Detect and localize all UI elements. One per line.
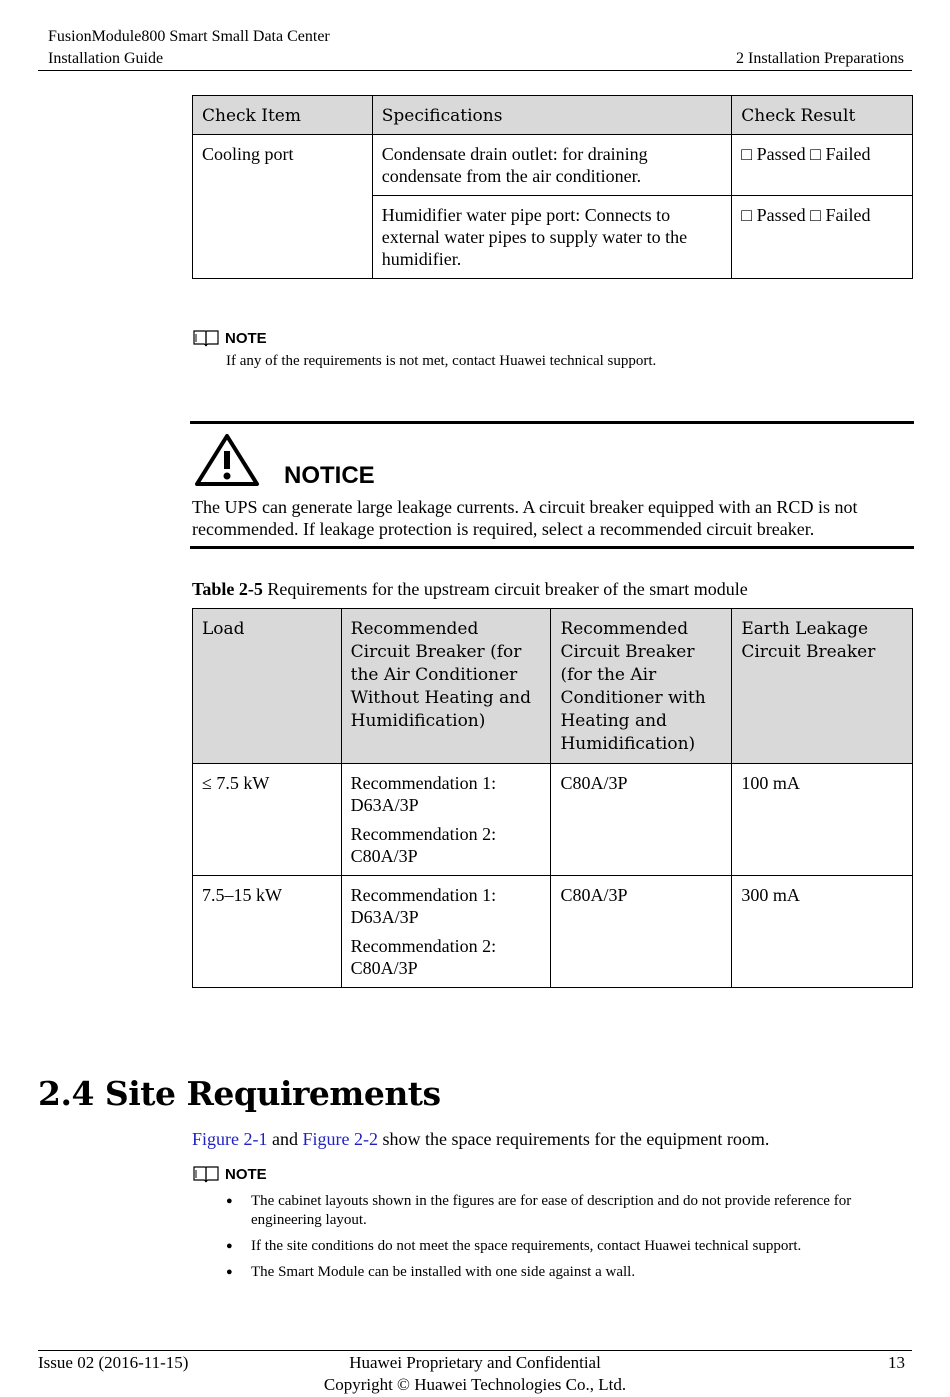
recommendation-2: Recommendation 2: C80A/3P: [350, 936, 497, 978]
and-text: and: [272, 1129, 298, 1149]
leakage-cell: 100 mA: [732, 764, 913, 876]
table-number: Table 2-5: [192, 579, 263, 599]
column-header: Check Result: [732, 96, 913, 135]
footer-rule: [38, 1350, 912, 1351]
note-heading: [193, 329, 267, 347]
recommendation-cell: [341, 876, 551, 988]
copyright: Copyright © Huawei Technologies Co., Ltd.: [323, 1375, 627, 1394]
result-cell: □ Passed □ Failed: [732, 135, 913, 196]
note-heading: [193, 1165, 267, 1183]
check-item-cell: Cooling port: [193, 135, 373, 279]
heating-breaker-cell: C80A/3P: [551, 876, 732, 988]
note-label: NOTE: [225, 1165, 267, 1183]
book-icon: [193, 329, 219, 347]
column-header: Earth Leakage Circuit Breaker: [732, 609, 913, 764]
confidentiality-notice: Huawei Proprietary and Confidential: [349, 1353, 601, 1372]
warning-icon: [194, 433, 260, 487]
spec-cell: Humidifier water pipe port: Connects to external water pipes to supply water to the humidifier.: [372, 196, 731, 279]
note-bullet-list: [227, 1192, 913, 1289]
table-caption-text: Requirements for the upstream circuit breaker of the smart module: [267, 579, 748, 599]
table-row: [193, 764, 913, 876]
list-item: ● The Smart Module can be installed with one side against a wall.: [227, 1263, 913, 1282]
notice-text: The UPS can generate large leakage currents. A circuit breaker equipped with an RCD is not recommended. If leakage protection is required, select a recommended circuit breaker.: [192, 497, 858, 539]
list-item: ● If the site conditions do not meet the space requirements, contact Huawei technical support.: [227, 1237, 913, 1256]
breaker-table: [192, 608, 913, 988]
recommendation-1: Recommendation 1: D63A/3P: [350, 885, 497, 927]
recommendation-1: Recommendation 1: D63A/3P: [350, 773, 497, 815]
recommendation-cell: [341, 764, 551, 876]
load-cell: ≤ 7.5 kW: [193, 764, 342, 876]
leakage-cell: 300 mA: [732, 876, 913, 988]
book-icon: [193, 1165, 219, 1183]
check-table: [192, 95, 913, 279]
column-header: Load: [193, 609, 342, 764]
notice-top-rule: [190, 421, 914, 424]
column-header: Check Item: [193, 96, 373, 135]
figure-2-2-link[interactable]: Figure 2-2: [302, 1129, 378, 1149]
document-subtitle: Installation Guide: [48, 50, 164, 67]
column-header: Recommended Circuit Breaker (for the Air Conditioner Without Heating and Humidification): [341, 609, 551, 764]
note-text: If any of the requirements is not met, contact Huawei technical support.: [226, 353, 657, 369]
issue-date: Issue 02 (2016-11-15): [38, 1353, 189, 1372]
recommendation-2: Recommendation 2: C80A/3P: [350, 824, 497, 866]
section-paragraph: [192, 1129, 769, 1150]
paragraph-text: show the space requirements for the equipment room.: [382, 1129, 770, 1149]
table-row: [193, 135, 913, 196]
result-cell: □ Passed □ Failed: [732, 196, 913, 279]
page-number: 13: [888, 1353, 905, 1372]
note-label: NOTE: [225, 329, 267, 347]
notice-bottom-rule: [190, 546, 914, 549]
document-title: FusionModule800 Smart Small Data Center: [48, 28, 330, 45]
table-header-row: [193, 609, 913, 764]
chapter-title: 2 Installation Preparations: [736, 50, 904, 67]
list-item: ● The cabinet layouts shown in the figures are for ease of description and do not provide reference for engineering layout.: [227, 1192, 913, 1230]
notice-label: NOTICE: [284, 462, 375, 489]
table-row: [193, 876, 913, 988]
heating-breaker-cell: C80A/3P: [551, 764, 732, 876]
column-header: Recommended Circuit Breaker (for the Air Conditioner with Heating and Humidification): [551, 609, 732, 764]
spec-cell: Condensate drain outlet: for draining condensate from the air conditioner.: [372, 135, 731, 196]
table-header-row: [193, 96, 913, 135]
figure-2-1-link[interactable]: Figure 2-1: [192, 1129, 268, 1149]
column-header: Specifications: [372, 96, 731, 135]
load-cell: 7.5–15 kW: [193, 876, 342, 988]
header-rule: [38, 70, 912, 71]
section-heading: 2.4 Site Requirements: [38, 1074, 441, 1113]
table-caption: [192, 579, 748, 600]
